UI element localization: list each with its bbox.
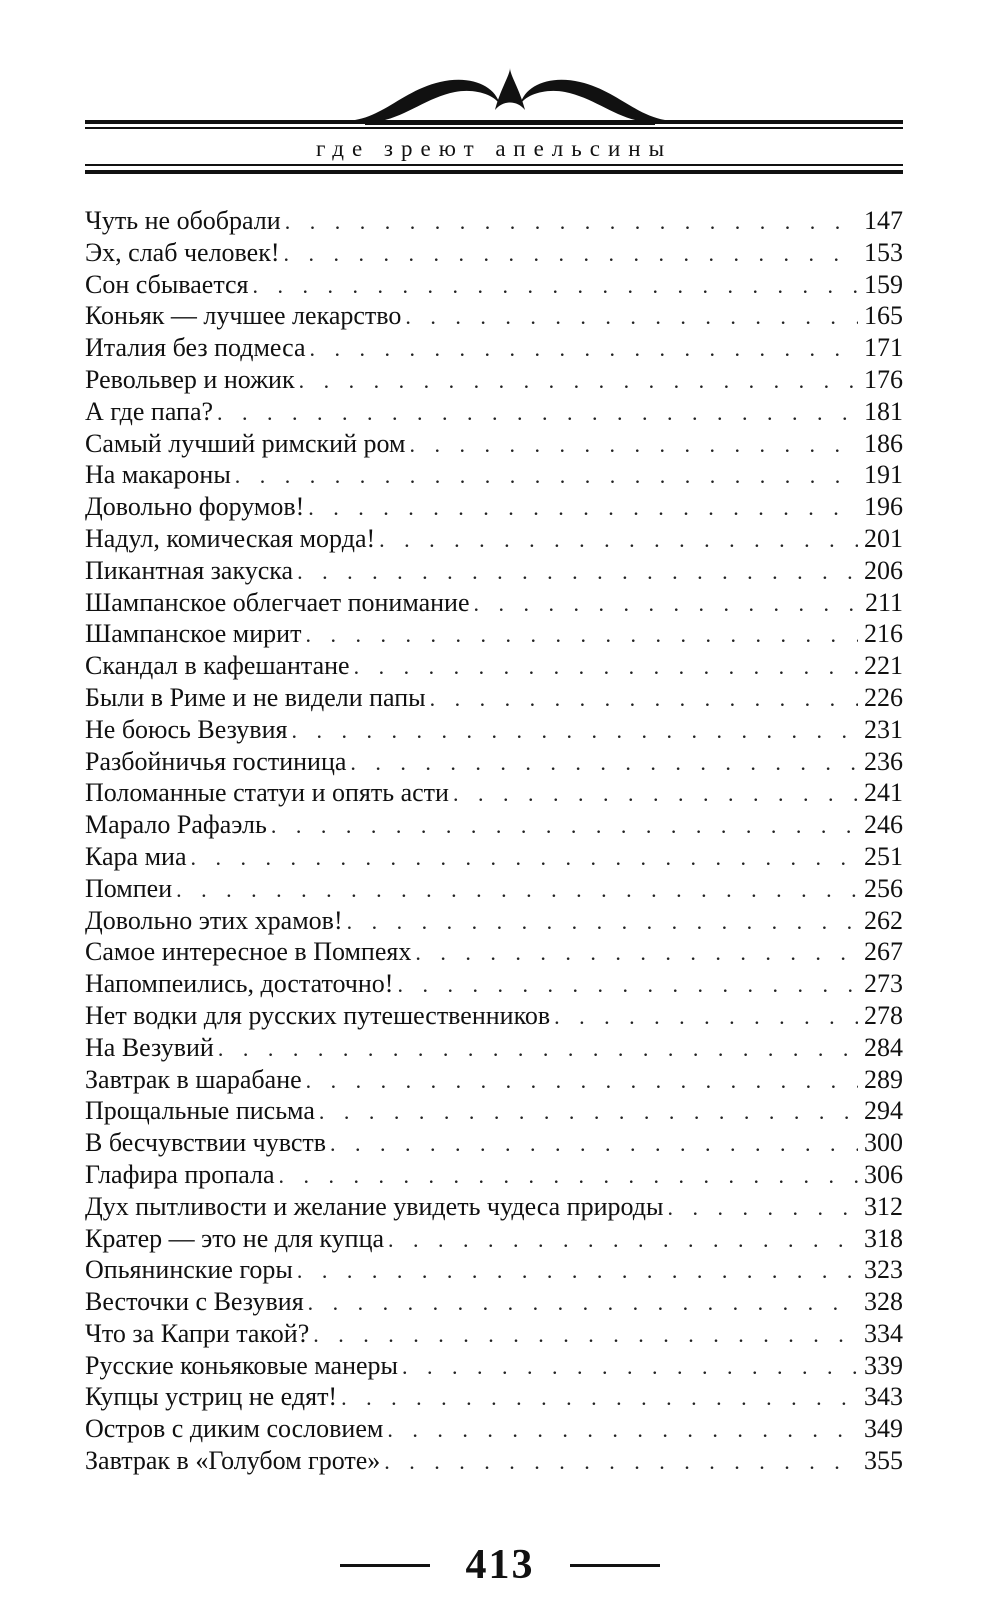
toc-entry-title: Глафира пропала (85, 1159, 275, 1189)
running-title: где зреют апельсины (315, 136, 673, 161)
toc-entry-title: Пикантная закуска (85, 555, 294, 585)
toc-entry-title: Шампанское облегчает понимание (85, 587, 470, 617)
toc-entry[interactable] (85, 1286, 903, 1318)
toc-entry-title: Самое интересное в Помпеях (85, 937, 412, 967)
toc-entry-title: На Везувий (85, 1032, 214, 1062)
toc-entry-page: 339 (864, 1350, 903, 1380)
toc-entry-page: 318 (864, 1223, 903, 1253)
toc-entry[interactable] (85, 968, 903, 1000)
toc-entry-page: 262 (864, 905, 903, 935)
toc-entry-page: 216 (864, 619, 903, 649)
toc-entry[interactable] (85, 269, 903, 301)
toc-entry-title: Эх, слаб человек! (85, 237, 280, 267)
toc-entry-page: 153 (864, 237, 903, 267)
toc-leader-dots (341, 1382, 858, 1413)
toc-entry-page: 256 (864, 873, 903, 903)
toc-entry-title: Были в Риме и не видели папы (85, 682, 426, 712)
toc-entry-page: 267 (864, 937, 903, 967)
footer-rule-right (570, 1564, 660, 1567)
toc-leader-dots (308, 1287, 858, 1318)
toc-entry-title: Коньяк — лучшее лекарство (85, 301, 402, 331)
toc-entry-page: 181 (864, 396, 903, 426)
header-rule-top-thin (85, 127, 903, 129)
toc-leader-dots (384, 1446, 858, 1477)
toc-leader-dots (191, 842, 859, 873)
toc-entry[interactable] (85, 1127, 903, 1159)
toc-entry-title: Надул, комическая морда! (85, 523, 376, 553)
toc-entry[interactable] (85, 873, 903, 905)
toc-entry[interactable] (85, 682, 903, 714)
toc-entry-page: 226 (864, 682, 903, 712)
toc-leader-dots (253, 270, 858, 301)
toc-entry[interactable] (85, 618, 903, 650)
toc-entry-page: 171 (864, 333, 903, 363)
toc-entry-page: 206 (864, 555, 903, 585)
toc-entry-page: 349 (864, 1414, 903, 1444)
toc-entry-page: 278 (864, 1000, 903, 1030)
toc-entry[interactable] (85, 1223, 903, 1255)
toc-entry-page: 201 (864, 523, 903, 553)
toc-entry-title: Довольно форумов! (85, 492, 305, 522)
toc-leader-dots (667, 1192, 858, 1223)
toc-entry-title: Кратер — это не для купца (85, 1223, 385, 1253)
toc-entry-page: 191 (864, 460, 903, 490)
toc-entry[interactable] (85, 936, 903, 968)
toc-entry-page: 159 (864, 269, 903, 299)
toc-entry-title: Марало Рафаэль (85, 810, 267, 840)
toc-entry-title: Завтрак в «Голубом гроте» (85, 1446, 381, 1476)
toc-entry-page: 273 (864, 969, 903, 999)
toc-entry[interactable] (85, 364, 903, 396)
toc-entry[interactable] (85, 396, 903, 428)
toc-entry-page: 334 (864, 1318, 903, 1348)
toc-entry[interactable] (85, 1095, 903, 1127)
toc-leader-dots (299, 365, 858, 396)
toc-entry[interactable] (85, 1254, 903, 1286)
toc-leader-dots (554, 1001, 858, 1032)
toc-entry[interactable] (85, 1318, 903, 1350)
toc-entry-title: Напомпеились, достаточно! (85, 969, 394, 999)
toc-entry-title: Сон сбывается (85, 269, 249, 299)
toc-entry-title: На макароны (85, 460, 231, 490)
toc-leader-dots (308, 492, 858, 523)
page-footer (340, 1540, 660, 1590)
toc-entry[interactable] (85, 1413, 903, 1445)
toc-entry-title: Что за Капри такой? (85, 1318, 310, 1348)
toc-leader-dots (297, 1255, 858, 1286)
toc-entry-title: Русские коньяковые манеры (85, 1350, 399, 1380)
toc-entry[interactable] (85, 1032, 903, 1064)
toc-leader-dots (409, 429, 858, 460)
toc-entry[interactable] (85, 1445, 903, 1477)
toc-entry-page: 241 (864, 778, 903, 808)
toc-entry-page: 343 (864, 1382, 903, 1412)
toc-entry[interactable] (85, 809, 903, 841)
toc-leader-dots (402, 1351, 858, 1382)
toc-entry[interactable] (85, 841, 903, 873)
toc-leader-dots (415, 937, 858, 968)
toc-leader-dots (297, 556, 858, 587)
toc-entry[interactable] (85, 491, 903, 523)
toc-leader-dots (284, 238, 859, 269)
toc-entry-title: Не боюсь Везувия (85, 714, 288, 744)
toc-entry-title: Чуть не обобрали (85, 206, 281, 235)
toc-entry-page: 289 (864, 1064, 903, 1094)
toc-entry-page: 196 (864, 492, 903, 522)
toc-leader-dots (235, 460, 858, 491)
toc-entry-title: Прощальные письма (85, 1096, 315, 1126)
toc-entry-page: 294 (864, 1096, 903, 1126)
toc-entry-page: 147 (864, 206, 903, 235)
toc-entry-page: 306 (864, 1159, 903, 1189)
toc-entry[interactable] (85, 1159, 903, 1191)
toc-entry[interactable] (85, 905, 903, 937)
toc-entry[interactable] (85, 555, 903, 587)
toc-entry-title: Разбойничья гостиница (85, 746, 347, 776)
toc-leader-dots (176, 874, 858, 905)
toc-entry[interactable] (85, 587, 903, 619)
toc-leader-dots (218, 1033, 858, 1064)
toc-entry-page: 231 (864, 714, 903, 744)
page-number: 413 (465, 1542, 535, 1588)
toc-entry-title: Поломанные статуи и опять асти (85, 778, 449, 808)
toc-leader-dots (354, 651, 858, 682)
toc-entry-page: 236 (864, 746, 903, 776)
toc-entry-title: Завтрак в шарабане (85, 1064, 302, 1094)
toc-leader-dots (279, 1160, 858, 1191)
toc-entry-page: 165 (864, 301, 903, 331)
toc-entry-title: Весточки с Везувия (85, 1287, 304, 1317)
header-rule-bottom (85, 170, 903, 174)
toc-leader-dots (217, 397, 858, 428)
toc-entry-title: Нет водки для русских путешественников (85, 1000, 551, 1030)
toc-entry[interactable] (85, 237, 903, 269)
toc-entry-title: В бесчувствии чувств (85, 1128, 327, 1158)
toc-entry-title: Италия без подмеса (85, 333, 306, 363)
toc-leader-dots (310, 333, 858, 364)
header-rule-bottom-thin (85, 164, 903, 166)
header-rule-top (85, 120, 903, 124)
toc-leader-dots (291, 715, 858, 746)
toc-entry[interactable] (85, 523, 903, 555)
toc-entry-title: Шампанское мирит (85, 619, 302, 649)
toc-leader-dots (313, 1319, 858, 1350)
toc-leader-dots (474, 588, 859, 619)
toc-entry[interactable] (85, 1191, 903, 1223)
toc-entry-title: Помпеи (85, 873, 173, 903)
toc-entry[interactable] (85, 746, 903, 778)
toc-entry[interactable] (85, 459, 903, 491)
toc-leader-dots (285, 206, 858, 237)
toc-entry-page: 251 (864, 841, 903, 871)
toc-entry-title: Скандал в кафешантане (85, 651, 350, 681)
toc-entry-title: Остров с диким сословием (85, 1414, 384, 1444)
toc-leader-dots (387, 1414, 858, 1445)
toc-entry-title: Самый лучший римский ром (85, 428, 406, 458)
toc-entry-page: 211 (864, 587, 903, 617)
toc-entry[interactable] (85, 650, 903, 682)
toc-entry[interactable] (85, 777, 903, 809)
toc-entry-title: Кара миа (85, 841, 187, 871)
toc-entry[interactable] (85, 300, 903, 332)
toc-entry-page: 300 (864, 1128, 903, 1158)
toc-leader-dots (319, 1096, 858, 1127)
toc-entry[interactable] (85, 1350, 903, 1382)
toc-entry-page: 328 (864, 1287, 903, 1317)
toc-entry-page: 246 (864, 810, 903, 840)
running-header (85, 120, 903, 176)
toc-entry-page: 221 (864, 651, 903, 681)
toc-leader-dots (347, 906, 858, 937)
toc-leader-dots (453, 778, 858, 809)
toc-entry-title: Дух пытливости и желание увидеть чудеса природы (85, 1191, 664, 1221)
toc-entry-page: 323 (864, 1255, 903, 1285)
toc-leader-dots (305, 619, 858, 650)
toc-entry-page: 355 (864, 1446, 903, 1476)
toc-leader-dots (388, 1224, 858, 1255)
toc-entry-title: Довольно этих храмов! (85, 905, 343, 935)
toc-entry[interactable] (85, 332, 903, 364)
toc-entry[interactable] (85, 205, 903, 237)
toc-leader-dots (330, 1128, 858, 1159)
toc-leader-dots (379, 524, 858, 555)
toc-entry-title: Купцы устриц не едят! (85, 1382, 338, 1412)
toc-leader-dots (397, 969, 858, 1000)
toc-entry-page: 284 (864, 1032, 903, 1062)
toc-leader-dots (271, 810, 858, 841)
toc-entry[interactable] (85, 1000, 903, 1032)
toc-entry-title: Опьянинские горы (85, 1255, 293, 1285)
toc-entry-title: А где папа? (85, 396, 214, 426)
toc-entry[interactable] (85, 428, 903, 460)
table-of-contents (85, 205, 903, 1477)
toc-entry-page: 186 (864, 428, 903, 458)
toc-leader-dots (430, 683, 858, 714)
toc-entry-page: 176 (864, 364, 903, 394)
toc-entry-page: 312 (864, 1191, 903, 1221)
toc-entry[interactable] (85, 714, 903, 746)
toc-entry-title: Револьвер и ножик (85, 364, 295, 394)
toc-leader-dots (350, 747, 858, 778)
toc-leader-dots (306, 1065, 858, 1096)
toc-entry[interactable] (85, 1381, 903, 1413)
toc-leader-dots (405, 301, 858, 332)
toc-entry[interactable] (85, 1064, 903, 1096)
